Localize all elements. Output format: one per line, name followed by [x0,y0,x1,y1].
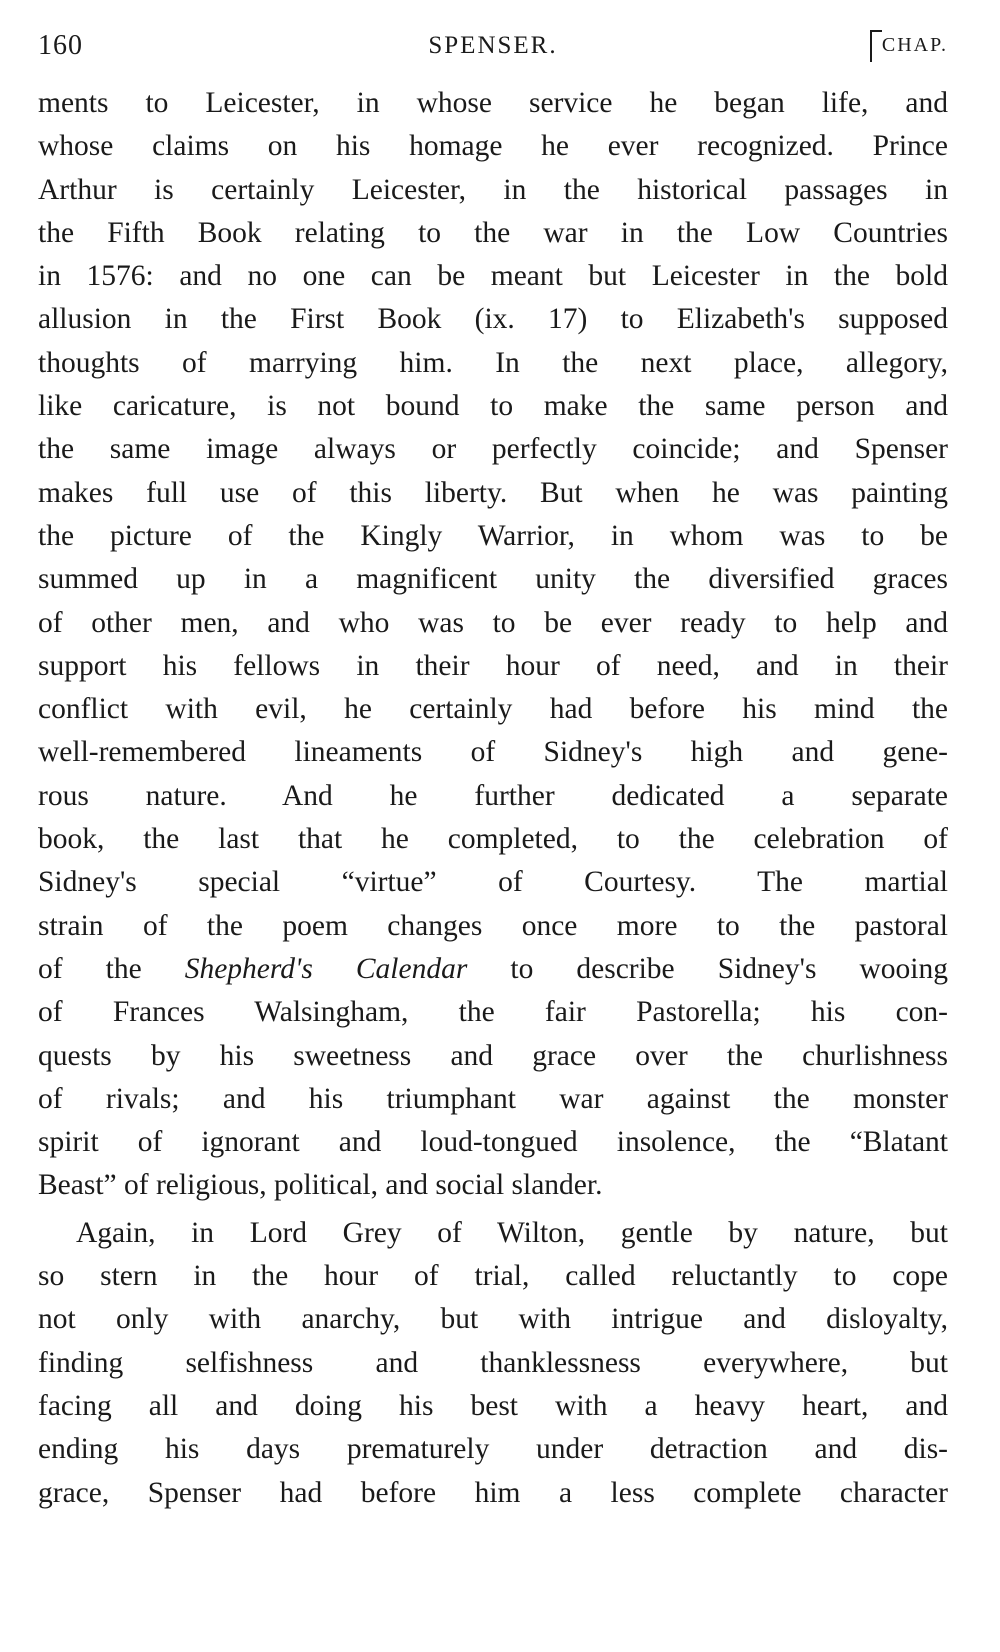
text-line: quests by his sweetness and grace over the churlishness [38,1039,948,1072]
text-line: book, the last that he completed, to the celebration of [38,823,948,856]
text-line: thoughts of marrying him. In the next place, allegory, [38,346,948,379]
text-line: Again, in Lord Grey of Wilton, gentle by nature, but [76,1216,948,1249]
text-line: summed up in a magnificent unity the diversified graces [38,563,948,596]
text-line: conflict with evil, he certainly had before his mind the [38,693,948,726]
text-line: Arthur is certainly Leicester, in the historical passages in [38,173,948,206]
text-line-with-title [38,948,948,991]
text-line: facing all and doing his best with a heavy heart, and [38,1389,948,1422]
line-text-before: of the [38,952,185,985]
text-line: of Frances Walsingham, the fair Pastorella; his con- [38,996,948,1029]
text-line: the picture of the Kingly Warrior, in whom was to be [38,519,948,552]
paragraph-1 [38,82,948,1208]
text-line: like caricature, is not bound to make the same person and [38,390,948,423]
text-line: allusion in the First Book (ix. 17) to Elizabeth's supposed [38,303,948,336]
text-line: in 1576: and no one can be meant but Leicester in the bold [38,260,948,293]
text-line: of other men, and who was to be ever ready to help and [38,606,948,639]
running-title: SPENSER. [428,32,558,59]
text-line: grace, Spenser had before him a less complete character [38,1476,948,1509]
text-line: support his fellows in their hour of need, and in their [38,649,948,682]
text-line: finding selfishness and thanklessness everywhere, but [38,1346,948,1379]
text-line: the same image always or perfectly coincide; and Spenser [38,433,948,466]
text-line: Beast” of religious, political, and social slander. [38,1169,603,1202]
book-title-italic: Shepherd's Calendar [184,952,468,985]
text-line: not only with anarchy, but with intrigue and disloyalty, [38,1303,948,1336]
book-page [38,30,948,1515]
body-text [38,82,948,1515]
line-text-after: to describe Sidney's wooing [467,952,948,985]
text-line: of rivals; and his triumphant war against the monster [38,1082,948,1115]
running-head [38,30,948,74]
chapter-label: CHAP. [881,34,948,56]
text-line: Sidney's special “virtue” of Courtesy. The martial [38,866,948,899]
text-line: spirit of ignorant and loud-tongued insolence, the “Blatant [38,1126,948,1159]
page-number: 160 [38,30,83,61]
text-line: makes full use of this liberty. But when he was painting [38,476,948,509]
text-line: strain of the poem changes once more to the pastoral [38,909,948,942]
text-line: whose claims on his homage he ever recognized. Prince [38,130,948,163]
text-line: so stern in the hour of trial, called reluctantly to cope [38,1260,948,1293]
text-line: ments to Leicester, in whose service he began life, and [38,87,948,119]
text-line: the Fifth Book relating to the war in the Low Countries [38,216,948,249]
text-line: well-remembered lineaments of Sidney's high and gene- [38,736,948,769]
text-line: rous nature. And he further dedicated a separate [38,779,948,812]
text-line: ending his days prematurely under detraction and dis- [38,1433,948,1466]
paragraph-2 [38,1212,948,1515]
